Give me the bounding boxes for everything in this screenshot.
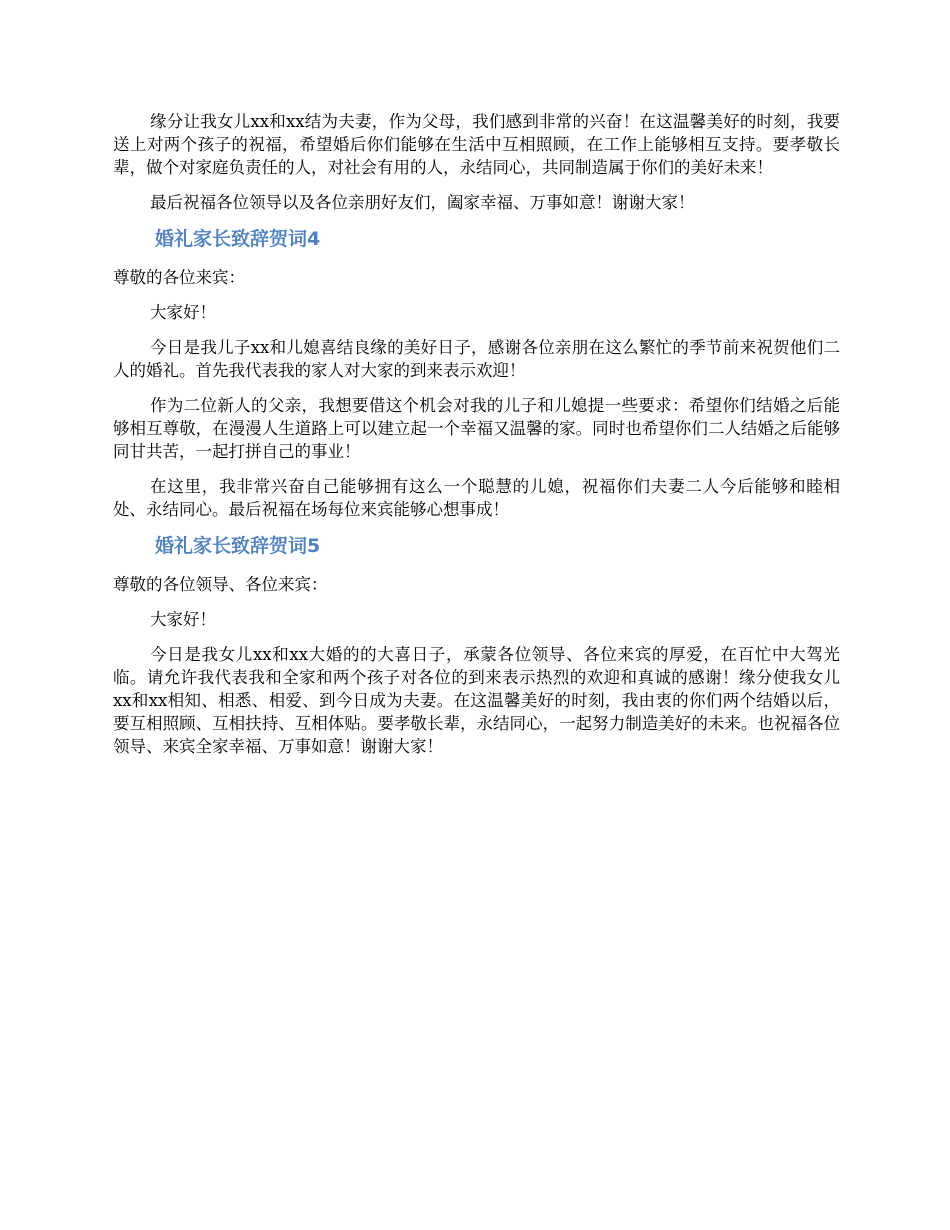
- greeting: 大家好！: [150, 610, 216, 629]
- salutation: 尊敬的各位来宾：: [113, 268, 245, 287]
- body-paragraph: 最后祝福各位领导以及各位亲朋好友们，阖家幸福、万事如意！谢谢大家！: [150, 193, 695, 212]
- salutation: 尊敬的各位领导、各位来宾：: [113, 575, 328, 594]
- body-paragraph: 今日是我儿子xx和儿媳喜结良缘的美好日子，感谢各位亲朋在这么繁忙的季节前来祝贺他们二人的婚礼。首先我代表我的家人对大家的到来表示欢迎！: [113, 338, 840, 380]
- section-heading: 婚礼家长致辞贺词5: [155, 535, 321, 557]
- greeting: 大家好！: [150, 303, 216, 322]
- body-paragraph: 作为二位新人的父亲，我想要借这个机会对我的儿子和儿媳提一些要求：希望你们结婚之后能够相互尊敬，在漫漫人生道路上可以建立起一个幸福又温馨的家。同时也希望你们二人结婚之后能够同甘共苦，一起打拼自己的事业！: [113, 396, 840, 461]
- body-paragraph: 在这里，我非常兴奋自己能够拥有这么一个聪慧的儿媳，祝福你们夫妻二人今后能够和睦相处、永结同心。最后祝福在场每位来宾能够心想事成！: [113, 477, 840, 519]
- body-paragraph: 缘分让我女儿xx和xx结为夫妻，作为父母，我们感到非常的兴奋！在这温馨美好的时刻，我要送上对两个孩子的祝福，希望婚后你们能够在生活中互相照顾，在工作上能够相互支持。要孝敬长辈，做个对家庭负责任的人，对社会有用的人，永结同心，共同制造属于你们的美好未来！: [113, 112, 840, 177]
- body-paragraph: 今日是我女儿xx和xx大婚的的大喜日子，承蒙各位领导、各位来宾的厚爱，在百忙中大驾光临。请允许我代表我和全家和两个孩子对各位的到来表示热烈的欢迎和真诚的感谢！缘分使我女儿xx和xx相知、相悉、相爱、到今日成为夫妻。在这温馨美好的时刻，我由衷的你们两个结婚以后，要互相照顾、互相扶持、互相体贴。要孝敬长辈，永结同心，一起努力制造美好的未来。也祝福各位领导、来宾全家幸福、万事如意！谢谢大家！: [113, 645, 840, 756]
- document-page: [113, 110, 840, 770]
- section-heading: 婚礼家长致辞贺词4: [155, 228, 321, 250]
